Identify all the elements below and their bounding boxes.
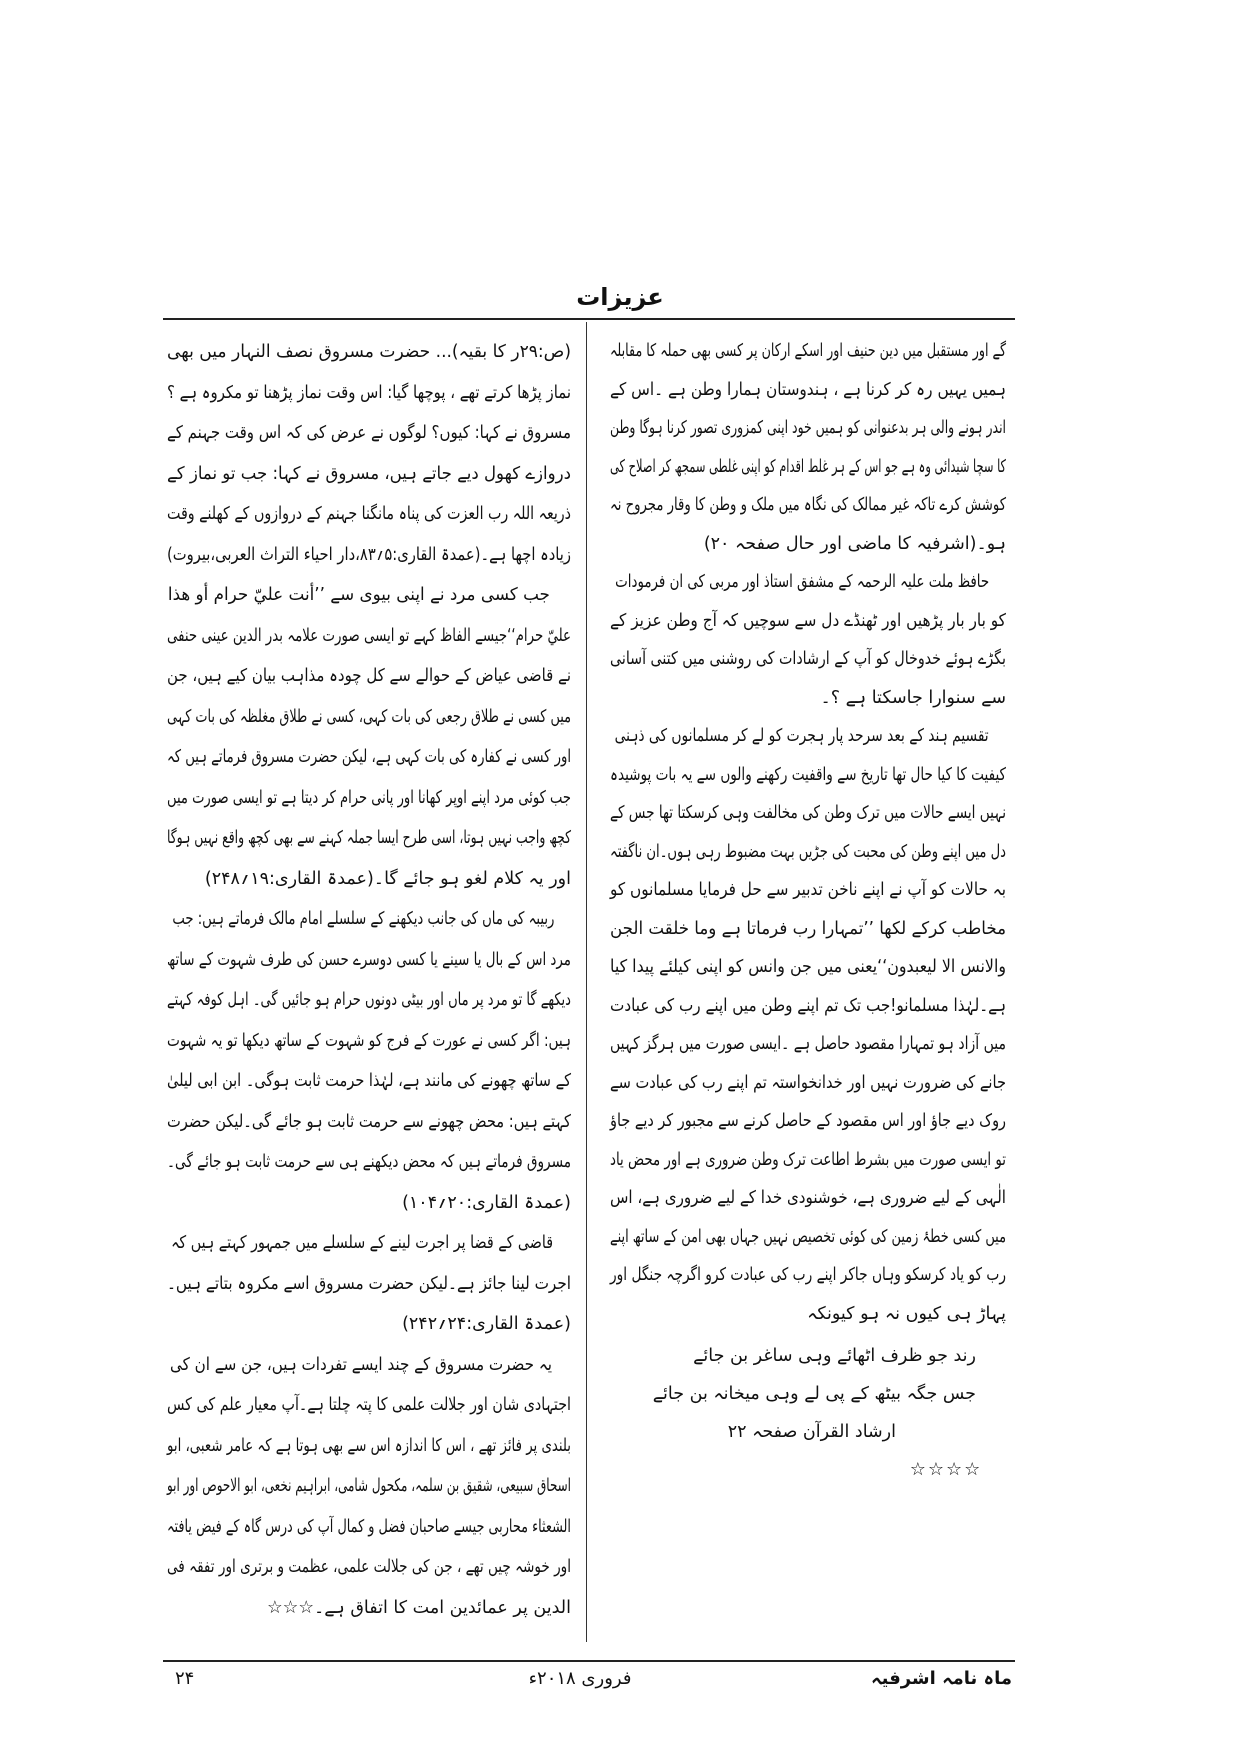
text-line-content: میں کسی خطۂ زمین کی کوئی تخصیص نہیں جہاں بھی امن کے ساتھ اپنے bbox=[610, 1226, 1006, 1247]
text-line-content: عليّ حرام‘‘جیسے الفاظ کہے تو ایسی صورت علامہ بدر الدین عینی حنفی bbox=[167, 625, 571, 646]
text-line-content: دروازے کھول دیے جاتے ہیں، مسروق نے کہا: جب تو نماز کے bbox=[166, 463, 571, 484]
text-line bbox=[610, 1025, 1006, 1064]
text-line bbox=[610, 1179, 1006, 1218]
right-column bbox=[608, 332, 1006, 1489]
text-line-content: (ص:۲۹ر کا بقیہ)... حضرت مسروق نصف النہار میں بھی bbox=[167, 342, 571, 362]
footer-magazine-name: ماہ نامہ اشرفیہ bbox=[871, 1668, 1012, 1689]
text-line-content: مسروق نے کہا: کیوں؟ لوگوں نے عرض کی کہ اس وقت جہنم کے bbox=[166, 423, 571, 443]
text-line-content: بلندی پر فائز تھے ، اس کا اندازہ اس سے بھی ہوتا ہے کہ عامر شعبی، ابو bbox=[167, 1435, 571, 1456]
text-line-content: تقسیم ہند کے بعد سرحد پار ہجرت کو لے کر مسلمانوں کی ذہنی bbox=[614, 726, 989, 746]
text-line bbox=[167, 1507, 572, 1548]
text-line bbox=[610, 332, 1006, 371]
text-line-content: کے ساتھ چھونے کی مانند ہے، لہٰذا حرمت ثابت ہوگی۔ ابن ابی لیلیٰ bbox=[167, 1071, 572, 1091]
text-line bbox=[166, 1466, 571, 1507]
text-line-content: ذریعہ اللہ رب العزت کی پناہ مانگنا جہنم کے دروازوں کے کھلنے وقت bbox=[166, 504, 571, 524]
text-line bbox=[171, 1223, 571, 1264]
text-line-content: اسحاق سبیعی، شقیق بن سلمہ، مکحول شامی، ابراہیم نخعی، ابو الاحوص اور ابو bbox=[166, 1476, 571, 1496]
text-line bbox=[167, 1061, 572, 1102]
text-line-content: ہے۔لہٰذا مسلمانو!جب تک تم اپنے وطن میں اپنے رب کی عبادت bbox=[610, 995, 1006, 1016]
text-line bbox=[166, 1102, 571, 1143]
text-line-content: پہاڑ ہی کیوں نہ ہو کیونکہ bbox=[807, 1303, 1006, 1324]
text-line bbox=[610, 948, 1006, 987]
text-line bbox=[167, 373, 571, 414]
text-line bbox=[166, 413, 571, 454]
text-line bbox=[167, 1264, 572, 1305]
text-line bbox=[610, 794, 1006, 833]
text-line bbox=[610, 1218, 1006, 1257]
text-line-content: ہمیں یہیں رہ کر کرنا ہے ، ہندوستان ہمارا وطن ہے ۔اس کے bbox=[610, 379, 1006, 400]
text-line bbox=[167, 1142, 571, 1183]
text-line-content: کو بار بار پڑھیں اور ٹھنڈے دل سے سوچیں کہ آج وطن عزیز کے bbox=[610, 610, 1006, 631]
text-line bbox=[167, 1547, 571, 1588]
text-line bbox=[165, 859, 571, 900]
footer-page-number: ۲۴ bbox=[175, 1668, 195, 1689]
text-line bbox=[167, 575, 571, 616]
text-line bbox=[608, 679, 1006, 718]
text-line bbox=[610, 640, 1006, 679]
header-divider bbox=[163, 318, 1015, 320]
text-line bbox=[610, 756, 1006, 795]
text-line bbox=[167, 1021, 571, 1062]
text-line bbox=[610, 602, 1006, 641]
text-line-content: ہو۔(اشرفیہ کا ماضی اور حال صفحہ ۲۰) bbox=[703, 533, 1006, 554]
text-line-content: اجرت لینا جائز ہے۔لیکن حضرت مسروق اسے مکروہ بتاتے ہیں۔ bbox=[167, 1273, 572, 1294]
text-line-content: مخاطب کرکے لکھا ’’تمہارا رب فرماتا ہے وما خلقت الجن bbox=[610, 918, 1006, 939]
text-line-content: زیادہ اچھا ہے۔(عمدۃ القاری:۵؍۸۳،دار احیاء التراث العربی،بیروت) bbox=[167, 544, 571, 565]
poem-line: رند جو ظرف اٹھائے وہی ساغر بن جائے bbox=[693, 1346, 976, 1366]
right-column-text bbox=[608, 332, 1006, 1333]
text-line-content: بگڑے ہوئے خدوخال کو آپ کے ارشادات کی روشنی میں کتنی آسانی bbox=[610, 649, 1006, 669]
column-divider bbox=[586, 322, 587, 1642]
text-line-content: کچھ واجب نہیں ہوتا، اسی طرح ایسا جملہ کہنے سے بھی کچھ واقع نہیں ہوگا bbox=[167, 828, 571, 848]
text-line-content: (عمدۃ القاری:۲۴؍۲۴۲) bbox=[402, 1314, 571, 1334]
page-header-title: عزیزات bbox=[576, 283, 664, 311]
text-line bbox=[615, 563, 1006, 602]
text-line bbox=[610, 1141, 1006, 1180]
footer-issue-date: فروری ۲۰۱۸ء bbox=[528, 1668, 632, 1689]
text-line-content: اور خوشہ چیں تھے ، جن کی جلالت علمی، عظمت و برتری اور تفقہ فی bbox=[167, 1557, 571, 1577]
text-line bbox=[610, 833, 1006, 872]
text-line-content: نہیں ایسے حالات میں ترک وطن کی مخالفت وہی کرسکتا تھا جس کے bbox=[610, 803, 1006, 823]
text-line bbox=[167, 332, 571, 373]
text-line bbox=[166, 737, 571, 778]
text-line bbox=[608, 525, 1006, 564]
text-line-content: ہیں: اگر کسی نے عورت کے فرج کو شہوت کے ساتھ دیکھا تو یہ شہوت bbox=[167, 1030, 571, 1051]
text-line-content: گے اور مستقبل میں دین حنیف اور اسکے ارکان پر کسی بھی حملہ کا مقابلہ bbox=[610, 341, 1006, 361]
text-line-content: اجتہادی شان اور جلالت علمی کا پتہ چلتا ہے۔آپ معیار علم کی کس bbox=[167, 1395, 572, 1415]
text-line-content: قاضی کے قضا پر اجرت لینے کے سلسلے میں جمہور کہتے ہیں کہ bbox=[171, 1233, 554, 1253]
text-line bbox=[172, 899, 571, 940]
poem-source: ارشاد القرآن صفحہ ۲۲ bbox=[727, 1422, 896, 1442]
text-line-content: جب کسی مرد نے اپنی بیوی سے ’’أنت عليّ حرام أو هذا bbox=[167, 585, 550, 605]
text-line-content: والانس الا لیعبدون‘‘یعنی میں جن وانس کو اپنی کیلئے پیدا کیا bbox=[610, 957, 1006, 977]
text-line-content: اور یہ کلام لغو ہو جائے گا۔(عمدۃ القاری:۱۹؍۲۴۸) bbox=[204, 868, 571, 889]
text-line bbox=[167, 656, 572, 697]
text-line-content: (عمدۃ القاری:۲۰؍۱۰۴) bbox=[402, 1192, 571, 1213]
text-line bbox=[166, 697, 571, 738]
text-line bbox=[167, 778, 571, 819]
text-line-content: الشعثاء محاربی جیسے صاحبان فضل و کمال آپ کی درس گاہ کے فیض یافتہ bbox=[167, 1516, 572, 1537]
text-line-content: جانے کی ضرورت نہیں اور خدانخواستہ تم اپنے رب کی عبادت سے bbox=[610, 1072, 1006, 1093]
text-line bbox=[167, 535, 571, 576]
text-line bbox=[167, 940, 571, 981]
text-line bbox=[167, 980, 571, 1021]
text-line bbox=[165, 1304, 571, 1345]
text-line-content: کیفیت کا کیا حال تھا تاریخ سے واقفیت رکھنے والوں سے یہ بات پوشیدہ bbox=[610, 764, 1006, 785]
text-line-content: بہ حالات کو آپ نے اپنے ناخن تدبیر سے حل فرمایا مسلمانوں کو bbox=[610, 880, 1006, 900]
text-line bbox=[610, 486, 1006, 525]
text-line-content: کا سچا شیدائی وہ ہے جو اس کے ہر غلط اقدام کو اپنی غلطی سمجھ کر اصلاح کی bbox=[610, 456, 1006, 477]
text-line-content: کہتے ہیں: محض چھونے سے حرمت ثابت ہو جائے گی۔لیکن حضرت bbox=[166, 1111, 571, 1132]
text-line-content: الدین پر عمائدین امت کا اتفاق ہے۔☆☆☆ bbox=[266, 1597, 571, 1618]
text-line-content: حافظ ملت علیہ الرحمہ کے مشفق استاذ اور مربی کی ان فرمودات bbox=[615, 572, 990, 592]
text-line bbox=[167, 818, 571, 859]
text-line-content: رب کو یاد کرسکو وہاں جاکر اپنے رب کی عبادت کرو اگرچہ جنگل اور bbox=[610, 1265, 1006, 1285]
text-line bbox=[610, 987, 1006, 1026]
text-line-content: یہ حضرت مسروق کے چند ایسے تفردات ہیں، جن سے ان کی bbox=[169, 1354, 552, 1375]
text-line bbox=[165, 1183, 571, 1224]
text-line-content: ربیبہ کی ماں کی جانب دیکھنے کے سلسلے امام مالک فرماتے ہیں: جب bbox=[172, 909, 555, 929]
footer-divider bbox=[163, 1660, 1015, 1662]
text-line-content: روک دیے جاؤ اور اس مقصود کے حاصل کرنے سے مجبور کر دیے جاؤ bbox=[610, 1111, 1006, 1131]
text-line-content: مرد اس کے بال یا سینے یا کسی دوسرے حسن کی طرف شہوت کے ساتھ bbox=[167, 949, 571, 970]
text-line-content: میں کسی نے طلاق رجعی کی بات کہی، کسی نے طلاق مغلظہ کی بات کہی bbox=[166, 706, 571, 727]
text-line-content: دل میں اپنے وطن کی محبت کی جڑیں بہت مضبوط رہی ہوں۔ان ناگفتہ bbox=[610, 841, 1006, 862]
text-line bbox=[610, 371, 1006, 410]
text-line bbox=[610, 910, 1006, 949]
left-column bbox=[165, 332, 571, 1628]
poem bbox=[608, 1337, 1006, 1451]
text-line-content: میں آزاد ہو تمہارا مقصود حاصل ہے ۔ایسی صورت میں ہرگز کہیں bbox=[610, 1034, 1006, 1054]
text-line bbox=[165, 1588, 571, 1629]
text-line-content: الٰہی کے لیے ضروری ہے، خوشنودی خدا کے لیے ضروری ہے، اس bbox=[610, 1188, 1006, 1208]
text-line-content: دیکھے گا تو مرد پر ماں اور بیٹی دونوں حرام ہو جائیں گی۔ اہل کوفہ کہتے bbox=[167, 990, 571, 1010]
text-line bbox=[610, 1102, 1006, 1141]
text-line-content: کوشش کرے تاکہ غیر ممالک کی نگاہ میں ملک و وطن کا وقار مجروح نہ bbox=[610, 495, 1006, 515]
text-line bbox=[610, 871, 1006, 910]
text-line bbox=[614, 717, 1006, 756]
text-line bbox=[608, 1295, 1006, 1334]
text-line-content: اندر ہونے والی ہر بدعنوانی کو ہمیں خود اپنی کمزوری تصور کرنا ہوگا وطن bbox=[610, 418, 1006, 438]
text-line-content: نے قاضی عیاض کے حوالے سے کل چودہ مذاہب بیان کیے ہیں، جن bbox=[167, 666, 572, 686]
text-line bbox=[610, 448, 1006, 487]
text-line-content: سے سنوارا جاسکتا ہے ؟۔ bbox=[820, 687, 1006, 708]
text-line-content: تو ایسی صورت میں بشرط اطاعت ترک وطن ضروری ہے اور محض یاد bbox=[610, 1149, 1006, 1170]
end-stars: ☆☆☆☆ bbox=[909, 1459, 983, 1480]
text-line bbox=[610, 1256, 1006, 1295]
text-line bbox=[610, 409, 1006, 448]
text-line bbox=[167, 1385, 572, 1426]
text-line-content: جب کوئی مرد اپنے اوپر کھانا اور پانی حرام کر دیتا ہے تو ایسی صورت میں bbox=[167, 787, 571, 808]
text-line bbox=[167, 1426, 571, 1467]
text-line-content: مسروق فرماتے ہیں کہ محض دیکھنے ہی سے حرمت ثابت ہو جائے گی۔ bbox=[167, 1152, 571, 1172]
text-line bbox=[610, 1064, 1006, 1103]
poem-line: جس جگہ بیٹھ کے پی لے وہی میخانہ بن جائے bbox=[652, 1384, 976, 1404]
text-line bbox=[167, 616, 571, 657]
text-line bbox=[169, 1345, 571, 1386]
text-line-content: اور کسی نے کفارہ کی بات کہی ہے، لیکن حضرت مسروق فرماتے ہیں کہ bbox=[166, 747, 571, 767]
text-line-content: نماز پڑھا کرتے تھے ، پوچھا گیا: اس وقت نماز پڑھنا تو مکروہ ہے ؟ bbox=[167, 382, 571, 403]
text-line bbox=[166, 454, 571, 495]
text-line bbox=[166, 494, 571, 535]
